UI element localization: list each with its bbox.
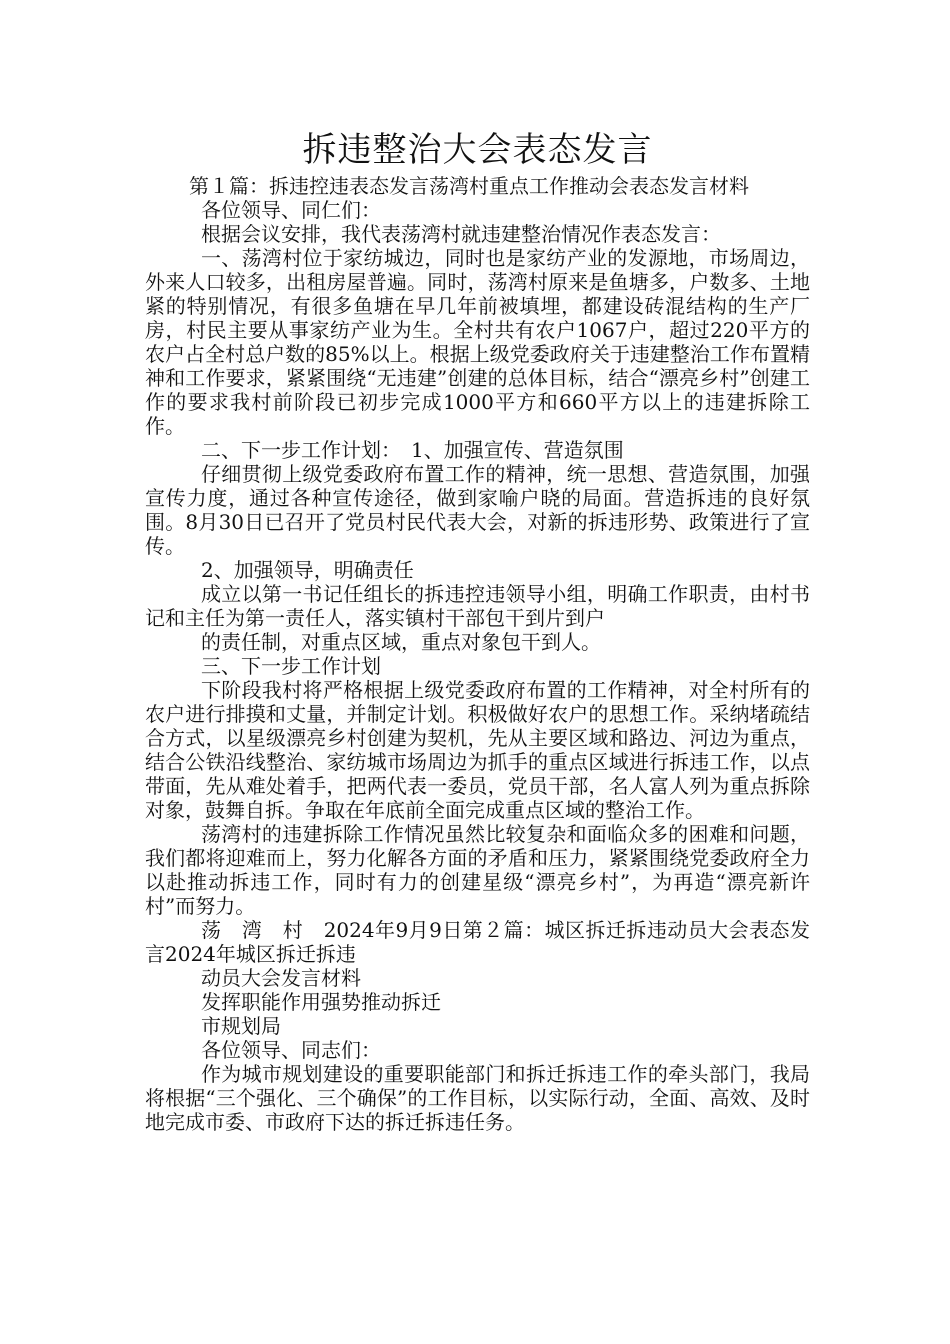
document-page [145, 128, 810, 1134]
subheading: 二、下一步工作计划： 1、加强宣传、营造氛围 [201, 438, 624, 462]
paragraph: 的责任制，对重点区域，重点对象包干到人。 [201, 630, 601, 654]
section-heading: 第１篇：拆违控违表态发言荡湾村重点工作推动会表态发言材料 [189, 174, 749, 198]
salutation: 各位领导、同仁们： [201, 198, 381, 222]
section-heading: 荡 湾 村 2024年9月9日第２篇：城区拆迁拆违动员大会表态发言2024年城区拆迁拆违 [145, 918, 810, 966]
subheading: 2、加强领导，明确责任 [201, 558, 414, 582]
paragraph: 成立以第一书记任组长的拆违控违领导小组，明确工作职责，由村书记和主任为第一责任人，落实镇村干部包干到片到户 [145, 582, 810, 630]
salutation: 各位领导、同志们： [201, 1038, 381, 1062]
paragraph: 发挥职能作用强势推动拆迁 [201, 990, 441, 1014]
paragraph: 仔细贯彻上级党委政府布置工作的精神，统一思想、营造氛围，加强宣传力度，通过各种宣传途径，做到家喻户晓的局面。营造拆违的良好氛围。8月30日已召开了党员村民代表大会，对新的拆违形势、政策进行了宣传。 [145, 462, 810, 558]
paragraph: 作为城市规划建设的重要职能部门和拆迁拆违工作的牵头部门，我局将根据“三个强化、三个确保”的工作目标，以实际行动，全面、高效、及时地完成市委、市政府下达的拆迁拆违任务。 [145, 1062, 810, 1134]
paragraph: 下阶段我村将严格根据上级党委政府布置的工作精神，对全村所有的农户进行排摸和丈量，并制定计划。积极做好农户的思想工作。采纳堵疏结合方式，以星级漂亮乡村创建为契机，先从主要区域和路边、河边为重点，结合公铁沿线整治、家纺城市场周边为抓手的重点区域进行拆违工作，以点带面，先从难处着手，把两代表一委员，党员干部，名人富人列为重点拆除对象，鼓舞自拆。争取在年底前全面完成重点区域的整治工作。 [145, 678, 810, 822]
paragraph: 市规划局 [201, 1014, 281, 1038]
paragraph: 一、荡湾村位于家纺城边，同时也是家纺产业的发源地，市场周边，外来人口较多，出租房屋普遍。同时，荡湾村原来是鱼塘多，户数多、土地紧的特别情况，有很多鱼塘在早几年前被填埋，都建设砖混结构的生产厂房，村民主要从事家纺产业为生。全村共有农户1067户，超过220平方的农户占全村总户数的85%以上。根据上级党委政府关于违建整治工作布置精神和工作要求，紧紧围绕“无违建”创建的总体目标，结合“漂亮乡村”创建工作的要求我村前阶段已初步完成1000平方和660平方以上的违建拆除工作。 [145, 246, 810, 438]
paragraph: 根据会议安排，我代表荡湾村就违建整治情况作表态发言： [201, 222, 721, 246]
paragraph: 荡湾村的违建拆除工作情况虽然比较复杂和面临众多的困难和问题，我们都将迎难而上，努力化解各方面的矛盾和压力，紧紧围绕党委政府全力以赴推动拆违工作，同时有力的创建星级“漂亮乡村”，为再造“漂亮新许村”而努力。 [145, 822, 810, 918]
subheading: 三、下一步工作计划 [201, 654, 381, 678]
document-title: 拆违整治大会表态发言 [302, 130, 653, 170]
paragraph: 动员大会发言材料 [201, 966, 361, 990]
